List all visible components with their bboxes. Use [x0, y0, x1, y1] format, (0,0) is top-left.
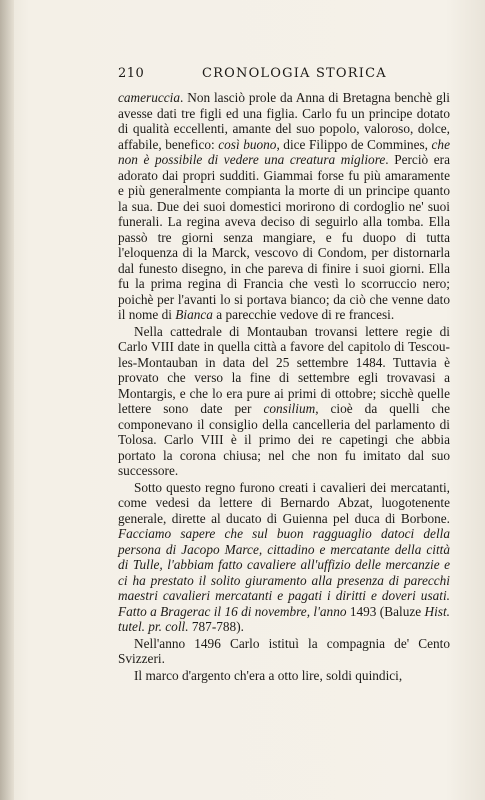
running-head: CRONOLOGIA STORICA: [202, 66, 387, 81]
page-header: [118, 66, 450, 86]
text-run: , cioè da quelli che componevano il consiglio della cancelleria del parlamento di Tolosa. Carlo VIII è il primo dei re capetingi che abbia portato la corona chiusa; nel che non fu imitato dal suo successore.: [118, 401, 450, 478]
paragraph: [118, 636, 450, 667]
text-run: , dice Filippo de Commines,: [276, 136, 432, 152]
page-gutter: [0, 0, 14, 800]
text-run: . Perciò era adorato dai propri sudditi. Giammai forse fu più amaramente e più generalmente compianta la morte di un principe quanto la sua. Due dei suoi domestici morirono di cordoglio ne' suoi funerali. La regina aveva deciso di seguirlo alla tomba. Ella passò tre giorni senza mangiare, e fu duopo di tutta l'eloquenza di la Marck, vescovo di Condom, per distornarla dal funesto disegno, in che pareva di finire i suoi giorni. Ella fu la prima regina di Francia che vestì lo scorruccio nero; poichè per l'avanti lo si portava bianco; da ciò che venne dato il nome di: [118, 152, 450, 322]
paragraph: [118, 324, 450, 479]
italic-text-run: Bianca: [175, 307, 213, 322]
text-run: Il marco d'argento ch'era a otto lire, soldi quindici,: [134, 667, 403, 683]
italic-text-run: consilium: [263, 401, 316, 416]
text-run: Nella cattedrale di Montauban trovansi lettere regie di Carlo VIII date in quella città a favore del capitolo di Tescou-les-Montauban in data del 25 settembre 1484. Tuttavia è provato che verso la fine di settembre egli trovavasi a Montargis, e che lo era pure ai primi di ottobre; sicchè quelle lettere sono date per: [118, 323, 450, 416]
page-number: 210: [118, 66, 145, 81]
paragraph: [118, 668, 450, 684]
text-run: 787-788).: [188, 619, 244, 634]
paragraph: [118, 480, 450, 635]
text-run: . Non lasciò prole da Anna di Bretagna benchè gli avesse dati tre figli ed una figlia. Carlo fu un principe dotato di qualità eccellenti, amante del suo popolo, valoroso, dolce, affabile, benefico:: [118, 90, 450, 152]
italic-text-run: Facciamo sapere che sul buon ragguaglio datoci della persona di Jacopo Marce, cittadino e mercatante della città di Tulle, l'abbiam fatto cavaliere all'uffizio delle mercanzie e ci ha prestato il solito giuramento alla presenza di parecchi maestri cavalieri mercatanti e pagati i diritti e doveri usati. Fatto a Bragerac il 16 di novembre, l'anno: [118, 526, 450, 619]
text-run: Sotto questo regno furono creati i cavalieri dei mercatanti, come vedesi da lettere di Bernardo Abzat, luogotenente generale, dirette al ducato di Guienna pel duca di Borbone.: [118, 479, 450, 526]
text-run: a parecchie vedove di re francesi.: [212, 307, 395, 322]
italic-text-run: Hist. tutel. pr. coll.: [118, 603, 450, 634]
body-text: [118, 90, 450, 683]
text-run: 1493 (Baluze: [346, 603, 425, 619]
italic-text-run: così buono: [218, 136, 277, 152]
paragraph: [118, 90, 450, 323]
text-run: Nell'anno 1496 Carlo istituì la compagnia de' Cento Svizzeri.: [118, 635, 450, 666]
italic-text-run: che non è possibile di vedere una creatura migliore: [118, 136, 450, 167]
italic-text-run: cameruccia: [118, 90, 181, 105]
